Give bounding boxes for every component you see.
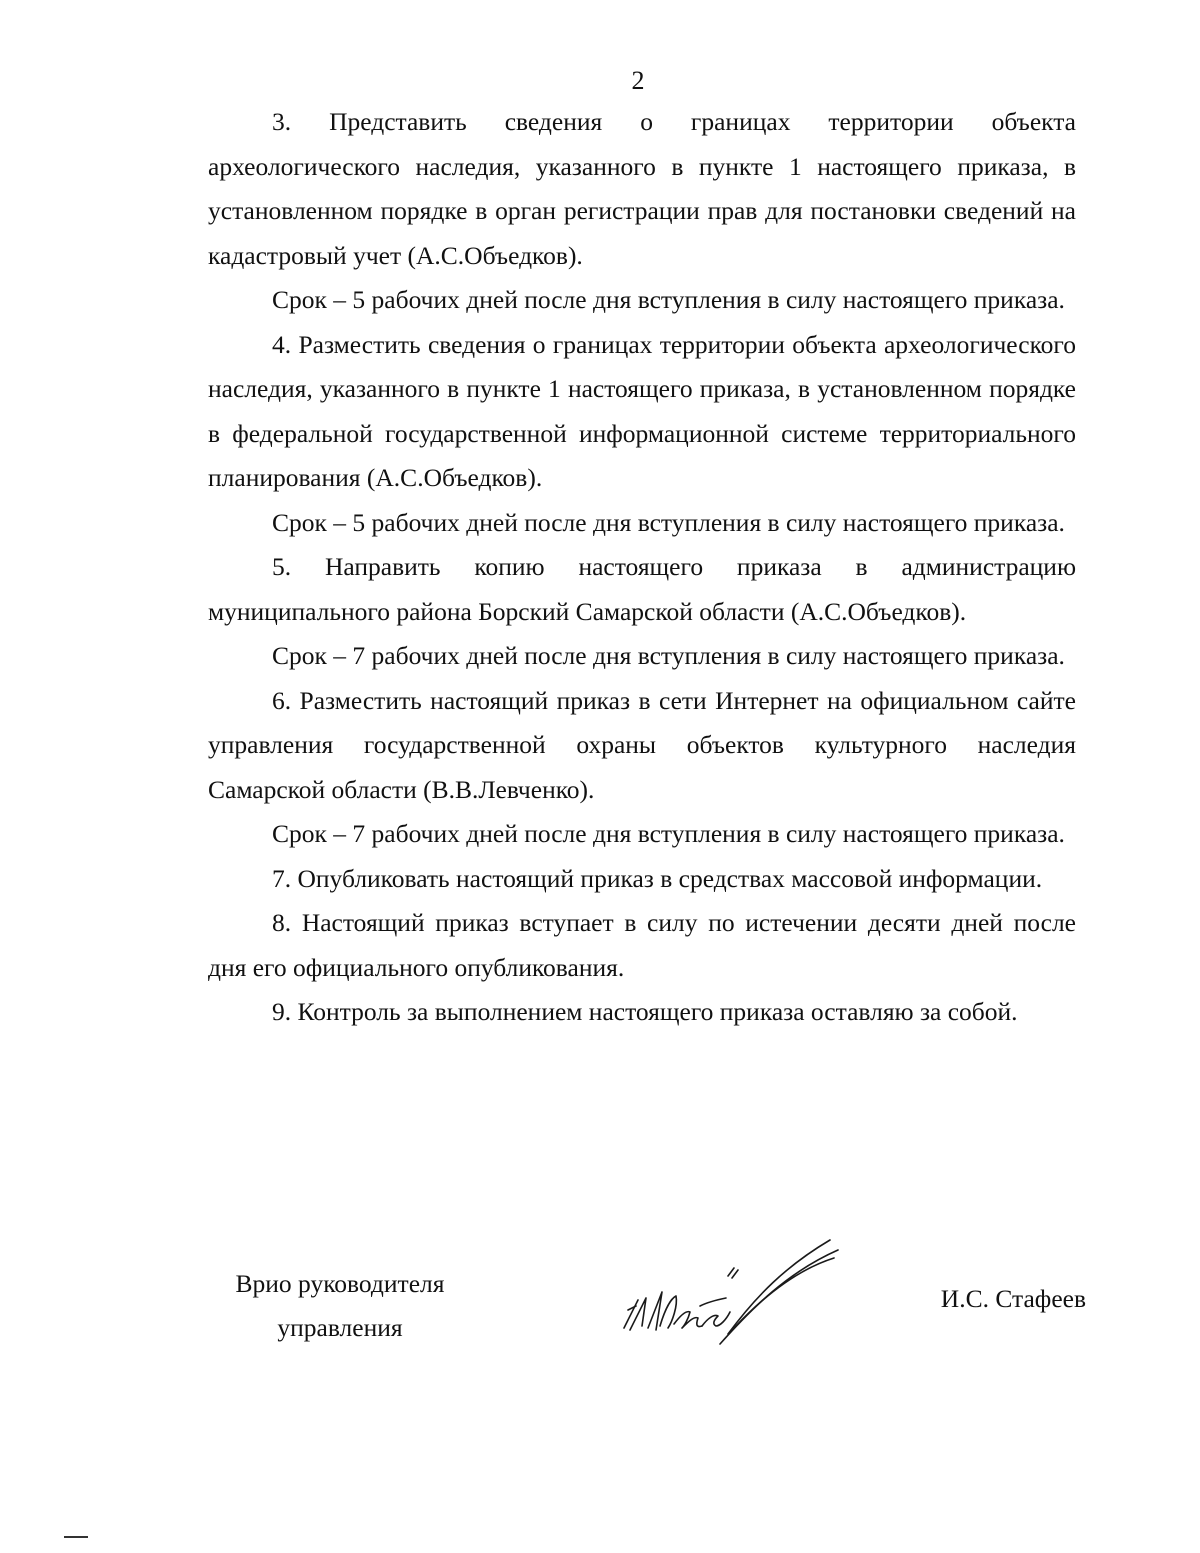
paragraph-item-7: 7. Опубликовать настоящий приказ в средствах массовой информации. — [272, 863, 1043, 893]
paragraph-item-6: 6. Разместить настоящий приказ в сети Интернет на официальном сайте управления государственной охраны объектов культурного наследия Самарской области (В.В.Левченко). — [208, 685, 1076, 804]
paragraph-deadline-4: Срок – 5 рабочих дней после дня вступления в силу настоящего приказа. — [272, 507, 1065, 537]
paragraph-item-4: 4. Разместить сведения о границах территории объекта археологического наследия, указанного в пункте 1 настоящего приказа, в установленном порядке в федеральной государственной информационной системе территориального планирования (А.С.Объедков). — [208, 329, 1076, 492]
handwritten-signature — [616, 1236, 846, 1356]
paragraph-deadline-6: Срок – 7 рабочих дней после дня вступления в силу настоящего приказа. — [272, 819, 1065, 848]
signatory-position — [220, 1262, 460, 1350]
paragraph-item-9: 9. Контроль за выполнением настоящего приказа оставляю за собой. — [272, 997, 1018, 1026]
paragraph-item-5: 5. Направить копию настоящего приказа в администрацию муниципального района Борский Самарской области (А.С.Объедков). — [208, 552, 1076, 626]
signatory-position-line1: Врио руководителя — [235, 1269, 445, 1298]
signatory-name: И.С. Стафеев — [940, 1284, 1086, 1313]
corner-mark — [64, 1536, 88, 1538]
signature-block — [220, 1262, 1100, 1372]
signatory-position-line2: управления — [277, 1313, 403, 1342]
paragraph-deadline-5: Срок – 7 рабочих дней после дня вступления в силу настоящего приказа. — [272, 641, 1065, 670]
paragraph-item-8: 8. Настоящий приказ вступает в силу по истечении десяти дней после дня его официального опубликования. — [208, 908, 1076, 982]
paragraph-item-3: 3. Представить сведения о границах территории объекта археологического наследия, указанного в пункте 1 настоящего приказа, в установленном порядке в орган регистрации прав для постановки сведений на кадастровый учет (А.С.Объедков). — [208, 107, 1076, 270]
paragraph-deadline-3: Срок – 5 рабочих дней после дня вступления в силу настоящего приказа. — [272, 285, 1065, 314]
document-body — [208, 100, 1076, 1035]
page-number: 2 — [631, 66, 645, 95]
